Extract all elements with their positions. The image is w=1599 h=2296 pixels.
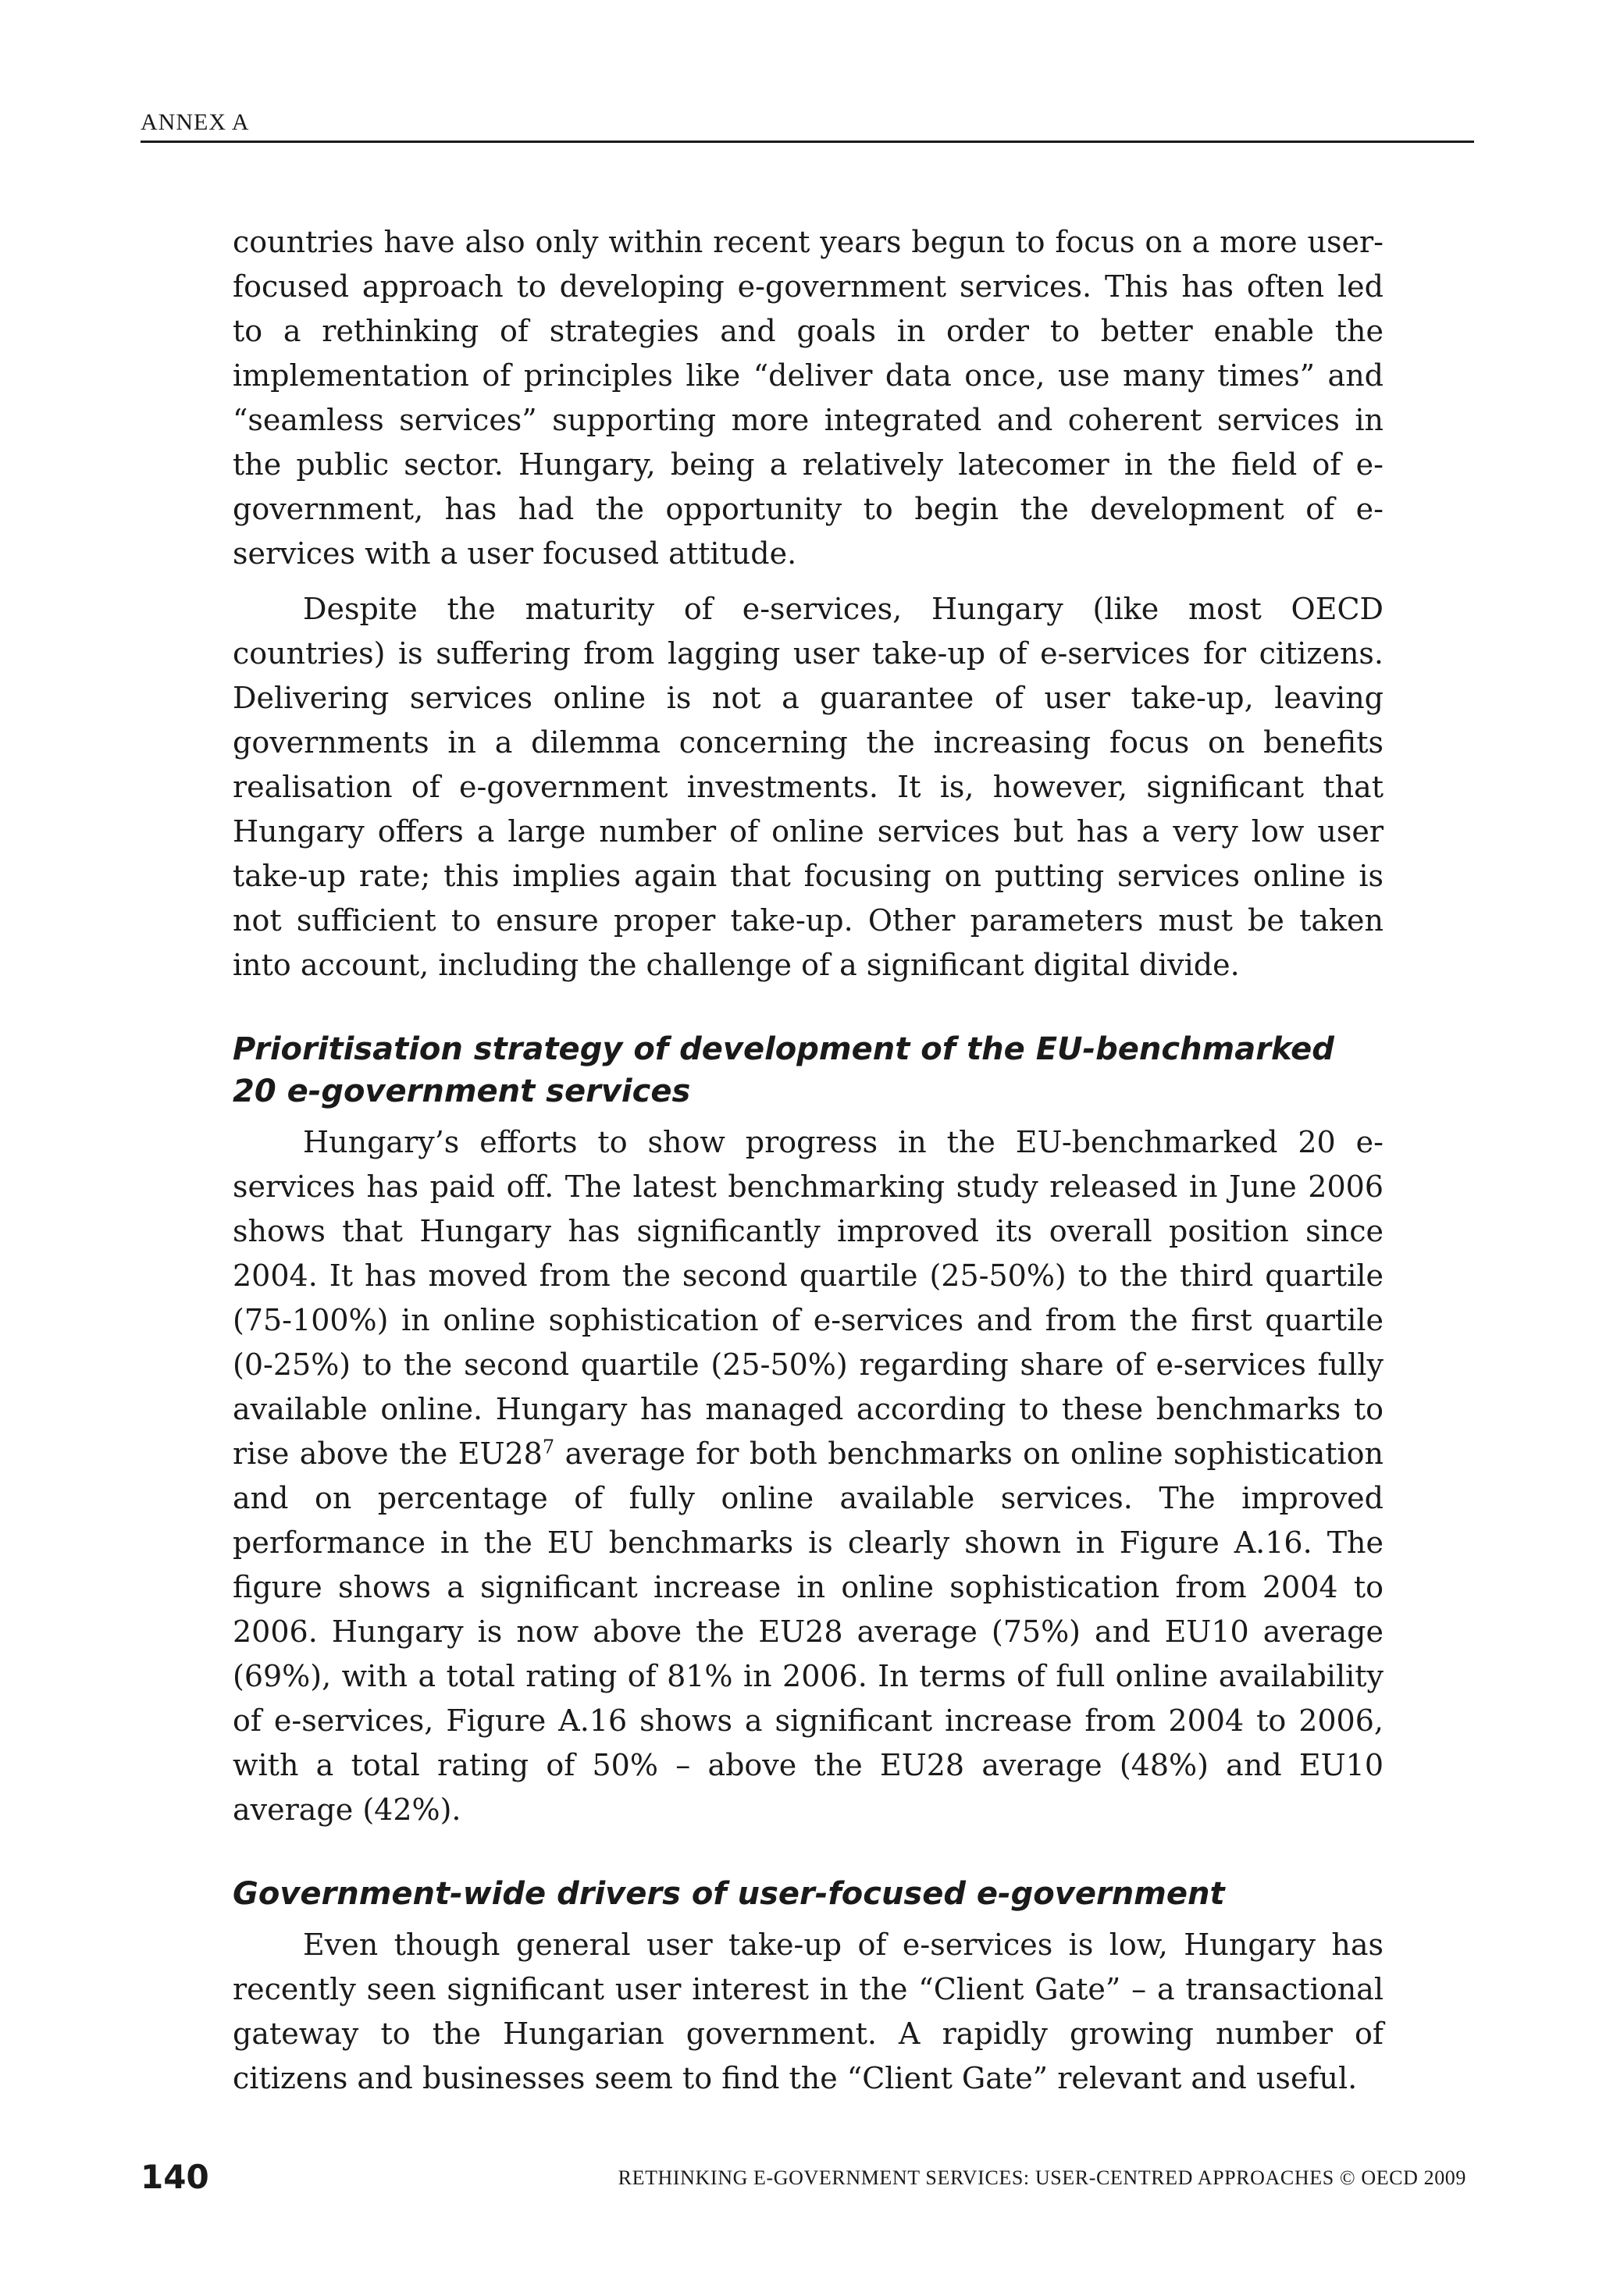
paragraph-benchmarks bbox=[233, 1120, 1384, 1832]
footnote-ref: 7 bbox=[542, 1436, 555, 1458]
paragraph-benchmarks-part1: Hungary’s efforts to show progress in the EU-benchmarked 20 e-services has paid off. The latest benchmarking study released in June 2006 shows that Hungary has significantly improved its overall position since 2004. It has moved from the second quartile (25-50%) to the third quartile (75-100%) in online sophistication of e-services and from the first quartile (0-25%) to the second quartile (25-50%) regarding share of e-services fully available online. Hungary has managed according to these benchmarks to rise above the EU28 bbox=[233, 1125, 1384, 1471]
paragraph-user-take-up: Despite the maturity of e-services, Hungary (like most OECD countries) is suffering from lagging user take-up of e-services for citizens. Delivering services online is not a guarantee of user take-up, leaving governments in a dilemma concerning the increasing focus on benefits realisation of e-government investments. It is, however, significant that Hungary offers a large number of online services but has a very low user take-up rate; this implies again that focusing on putting services online is not sufficient to ensure proper take-up. Other parameters must be taken into account, including the challenge of a significant digital divide. bbox=[233, 592, 1384, 982]
running-head: ANNEX A bbox=[141, 109, 250, 135]
page-number: 140 bbox=[141, 2158, 209, 2196]
header-rule bbox=[141, 141, 1474, 143]
running-foot: RETHINKING E-GOVERNMENT SERVICES: USER-CENTRED APPROACHES © OECD 2009 bbox=[618, 2166, 1466, 2189]
paragraph-benchmarks-part2: average for both benchmarks on online sophistication and on percentage of fully online available services. The improved performance in the EU benchmarks is clearly shown in Figure A.16. The figure shows a significant increase in online sophistication from 2004 to 2006. Hungary is now above the EU28 average (75%) and EU10 average (69%), with a total rating of 81% in 2006. In terms of full online availability of e-services, Figure A.16 shows a significant increase from 2004 to 2006, with a total rating of 50% – above the EU28 average (48%) and EU10 average (42%). bbox=[233, 1436, 1384, 1827]
heading-line-2: 20 e-government services bbox=[233, 1073, 691, 1109]
paragraph-client-gate: Even though general user take-up of e-services is low, Hungary has recently seen significant user interest in the “Client Gate” – a transactional gateway to the Hungarian government. A rapidly growing number of citizens and businesses seem to find the “Client Gate” relevant and useful. bbox=[233, 1928, 1384, 2095]
section-heading-drivers: Government-wide drivers of user-focused e-government bbox=[233, 1876, 1225, 1912]
section-heading-prioritisation bbox=[233, 1028, 1384, 1112]
heading-line-1: Prioritisation strategy of development of the EU-benchmarked bbox=[233, 1031, 1334, 1067]
body-text bbox=[233, 220, 1384, 2112]
paragraph-continued: countries have also only within recent years begun to focus on a more user-focused approach to developing e-government services. This has often led to a rethinking of strategies and goals in order to better enable the implementation of principles like “deliver data once, use many times” and “seamless services” supporting more integrated and coherent services in the public sector. Hungary, being a relatively latecomer in the field of e-government, has had the opportunity to begin the development of e-services with a user focused attitude. bbox=[233, 225, 1384, 571]
